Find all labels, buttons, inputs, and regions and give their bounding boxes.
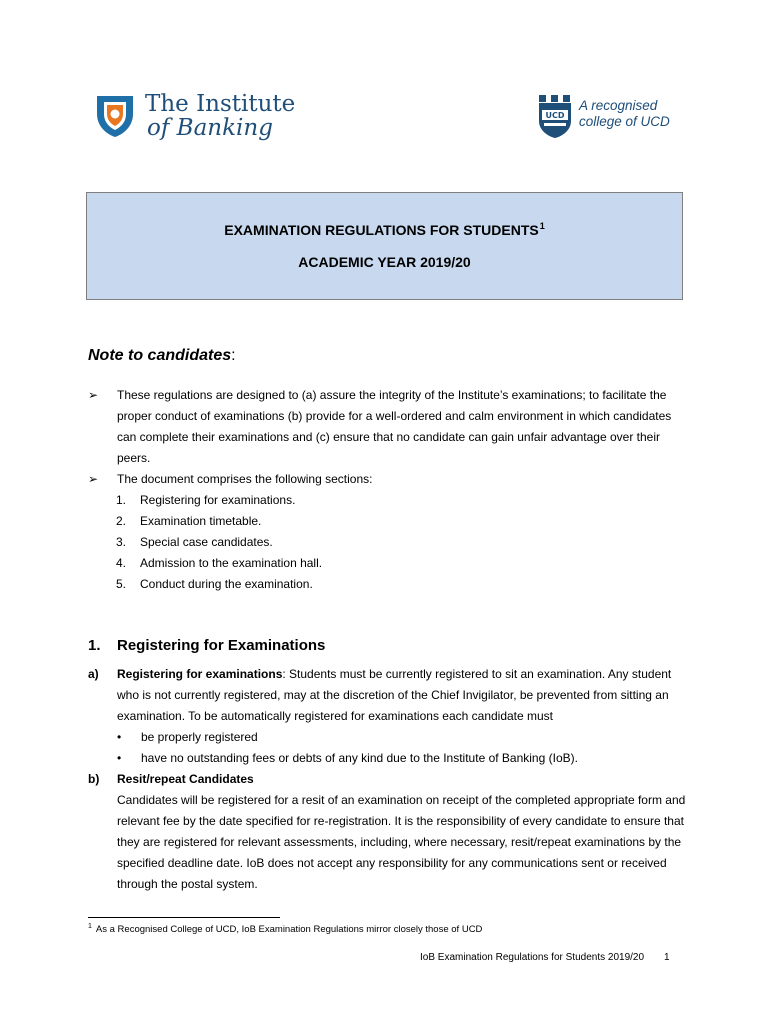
- footnote-rule: [88, 917, 280, 918]
- iob-name-line1: The Institute: [145, 91, 296, 117]
- ucd-tagline-line2: college of UCD: [579, 114, 670, 129]
- svg-text:UCD: UCD: [545, 111, 565, 120]
- ucd-tagline: [579, 98, 670, 130]
- title-box: [86, 192, 683, 300]
- note-item-1: [88, 385, 688, 469]
- paragraph-a-text: Registering for examinations: Students must be currently registered to sit an examination. Any student who is not currently registered, may at the discretion of the Chief Invigilator, be prevented from sitting an examination. To be automatically registered for examinations each candidate must: [117, 667, 672, 723]
- iob-logo: [95, 92, 295, 140]
- list-item: 4. Admission to the examination hall.: [116, 556, 323, 570]
- paragraph-b-body: [88, 790, 688, 895]
- ucd-crest-icon: [537, 95, 573, 139]
- list-item: 5. Conduct during the examination.: [116, 577, 313, 591]
- ucd-logo: [537, 95, 670, 139]
- title-footnote-ref: 1: [539, 221, 545, 231]
- ucd-tagline-line1: A recognised: [579, 98, 658, 113]
- note-item-2: [88, 469, 688, 490]
- paragraph-a: [88, 664, 688, 727]
- page-footer: [420, 952, 670, 963]
- section-1-heading: 1. Registering for Examinations: [88, 637, 326, 654]
- paragraph-b: [88, 769, 688, 790]
- list-item: • be properly registered: [117, 730, 258, 744]
- footnote: $^1$ As a Recognised College of UCD, IoB Examination Regulations mirror closely those of UCD: [88, 923, 483, 935]
- note-item-2-text: The document comprises the following sections:: [117, 472, 373, 486]
- list-item: • have no outstanding fees or debts of any kind due to the Institute of Banking (IoB).: [117, 751, 578, 765]
- list-item: 2. Examination timetable.: [116, 514, 262, 528]
- document-title: EXAMINATION REGULATIONS FOR STUDENTS$^1$: [224, 221, 545, 238]
- registration-bullets: [117, 727, 578, 769]
- academic-year: ACADEMIC YEAR 2019/20: [298, 254, 471, 270]
- note-item-1-text: These regulations are designed to (a) assure the integrity of the Institute’s examinations; to facilitate the proper conduct of examinations (b) provide for a well-ordered and calm environment in which candidates can complete their examinations and (c) ensure that no candidate can gain unfair advantage over their peers.: [117, 388, 672, 465]
- iob-shield-icon: [95, 94, 135, 138]
- page-number: 1: [664, 952, 670, 963]
- footer-title: IoB Examination Regulations for Students 2019/20: [420, 952, 645, 963]
- iob-wordmark: [145, 92, 295, 140]
- list-item: 1. Registering for examinations.: [116, 493, 296, 507]
- paragraph-b-label: b): [88, 772, 100, 786]
- paragraph-a-label: a): [88, 667, 99, 681]
- paragraph-b-text: Candidates will be registered for a resit of an examination on receipt of the completed appropriate form and relevant fee by the date specified for re-registration. It is the responsibility of every candidate to ensure that they are registered for relevant assessments, including, where necessary, resit/repeat examinations by the specified deadline date. IoB does not accept any responsibility for any communications sent or received through the postal system.: [117, 793, 686, 891]
- arrow-bullet-icon: ➢: [88, 472, 99, 486]
- list-item: 3. Special case candidates.: [116, 535, 273, 549]
- iob-name-line2: of Banking: [147, 115, 273, 141]
- section-list: [116, 490, 322, 595]
- arrow-bullet-icon: ➢: [88, 388, 99, 402]
- paragraph-b-heading: Resit/repeat Candidates: [117, 772, 254, 786]
- note-heading: Note to candidates:: [88, 347, 236, 364]
